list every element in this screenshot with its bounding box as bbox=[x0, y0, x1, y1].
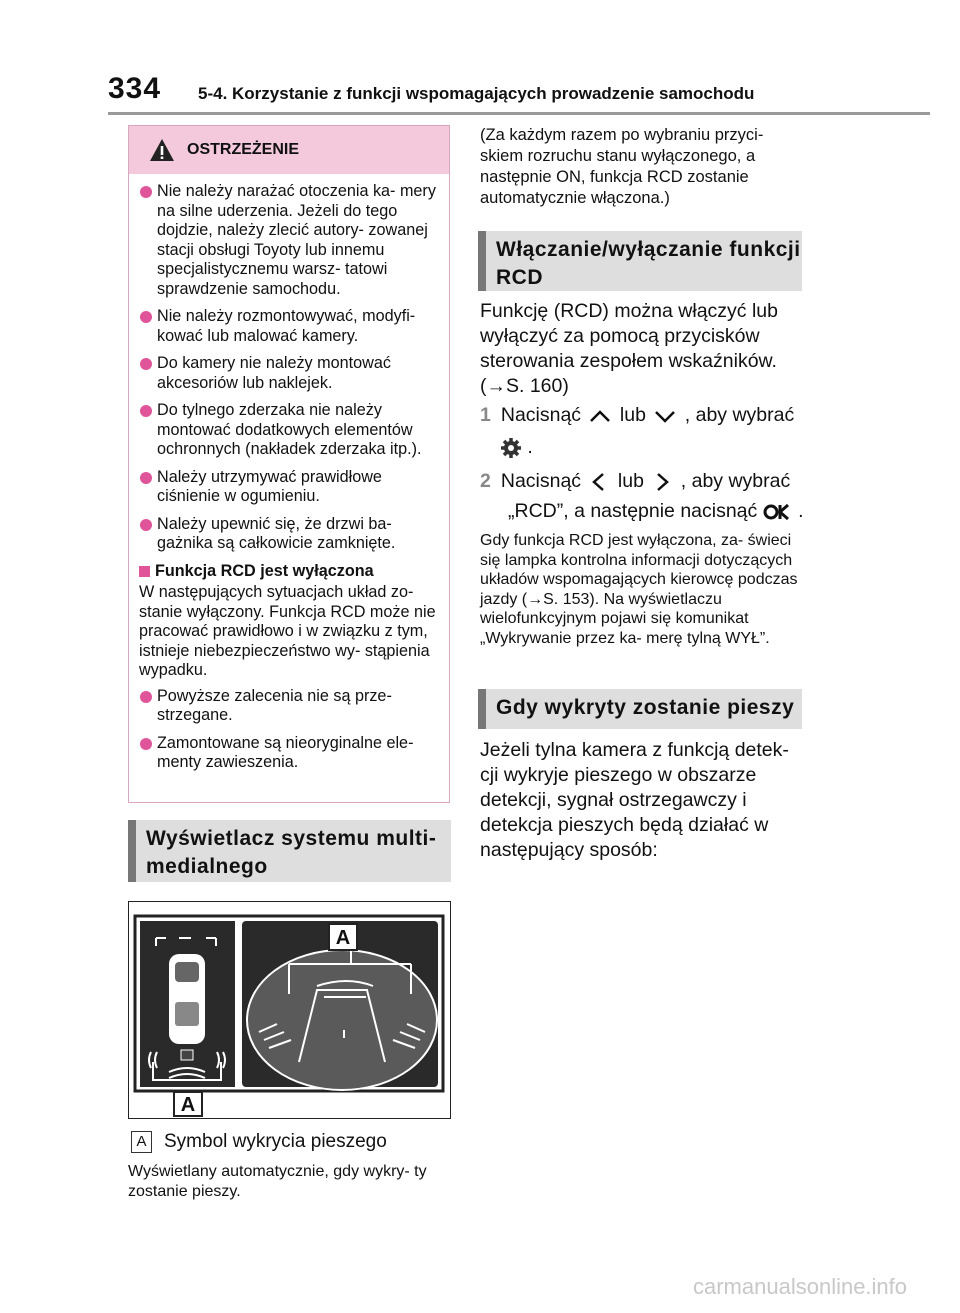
step-2: 2 Nacisnąć lub , aby wybrać bbox=[480, 470, 791, 492]
warning-bullet: Należy utrzymywać prawidłowe ciśnienie w ogumieniu. bbox=[139, 468, 441, 507]
figure-legend bbox=[131, 1131, 387, 1153]
warning-header bbox=[129, 126, 449, 174]
chevron-right-icon bbox=[649, 471, 675, 493]
rcd-toggle-text: Funkcję (RCD) można włączyć lub wyłączyć za pomocą przycisków sterowania zespołem wskaźników. (→S. 160) bbox=[480, 300, 778, 397]
gear-icon bbox=[500, 437, 522, 459]
bullet-icon bbox=[140, 358, 152, 370]
step-number: 2 bbox=[480, 470, 491, 492]
callout-label-top: A bbox=[335, 927, 351, 949]
page-header bbox=[0, 0, 960, 115]
warning-subheading: Funkcja RCD jest wyłączona bbox=[139, 562, 441, 582]
watermark: carmanualsonline.info bbox=[693, 1274, 908, 1299]
section-heading-multimedia: Wyświetlacz systemu multi- medialnego bbox=[128, 820, 451, 882]
header-rule bbox=[108, 112, 930, 115]
bullet-icon bbox=[140, 691, 152, 703]
warning-body bbox=[129, 174, 449, 773]
warning-title: OSTRZEŻENIE bbox=[187, 141, 300, 158]
section-heading-pedestrian: Gdy wykryty zostanie pieszy bbox=[478, 689, 802, 729]
chevron-left-icon bbox=[586, 471, 612, 493]
warning-box bbox=[128, 125, 450, 803]
camera-display-illustration bbox=[129, 902, 450, 1118]
bullet-icon bbox=[140, 738, 152, 750]
step-number: 1 bbox=[480, 404, 491, 426]
warning-bullet: Należy upewnić się, że drzwi ba- gażnika są całkowicie zamknięte. bbox=[139, 515, 441, 554]
camera-display-figure bbox=[128, 901, 451, 1119]
step-1: 1 Nacisnąć lub , aby wybrać bbox=[480, 404, 795, 426]
step-2-line2: „RCD”, a następnie nacisnąć . bbox=[508, 500, 804, 522]
legend-text: Symbol wykrycia pieszego bbox=[164, 1131, 387, 1152]
rcd-off-note: Gdy funkcja RCD jest wyłączona, za- świeci się lampka kontrolna informacji dotyczących układów wspomagających kierowcę podczas jazdy (→S. 153). Na wyświetlaczu wielofunkcyjnym pojawi się komunikat „Wykrywanie przez ka- merę tylną WYŁ”. bbox=[480, 532, 798, 647]
callout-label-bottom: A bbox=[180, 1094, 196, 1116]
warning-paragraph: W następujących sytuacjach układ zo- stanie wyłączony. Funkcja RCD może nie pracować prawidłowo i w związku z tym, istnieje niebezpieczeństwo wy- stąpienia wypadku. bbox=[139, 583, 436, 679]
warning-bullet: Do kamery nie należy montować akcesoriów lub naklejek. bbox=[139, 354, 441, 393]
rcd-intro-note: (Za każdym razem po wybraniu przyci- skiem rozruchu stanu wyłączonego, a następnie ON, funkcja RCD zostanie automatycznie włączona.) bbox=[480, 126, 764, 207]
legend-note: Wyświetlany automatycznie, gdy wykry- ty zostanie pieszy. bbox=[128, 1163, 427, 1200]
legend-key: A bbox=[131, 1131, 152, 1153]
warning-bullet: Powyższe zalecenia nie są prze- strzegane. bbox=[139, 687, 441, 726]
bullet-icon bbox=[140, 405, 152, 417]
chevron-down-icon bbox=[651, 407, 679, 425]
ok-button-icon bbox=[763, 502, 793, 522]
page-number: 334 bbox=[108, 72, 162, 105]
pedestrian-text: Jeżeli tylna kamera z funkcją detek- cji wykryje pieszego w obszarze detekcji, sygnał ostrzegawczy i detekcja pieszych będą działać w następujący sposób: bbox=[480, 739, 789, 861]
bullet-icon bbox=[140, 311, 152, 323]
warning-bullet: Do tylnego zderzaka nie należy montować dodatkowych elementów ochronnych (nakładek zderzaka itp.). bbox=[139, 401, 441, 460]
warning-bullet: Nie należy narażać otoczenia ka- mery na silne uderzenia. Jeżeli do tego dojdzie, należy zlecić autory- zowanej stacji obsługi Toyoty lub innemu specjalistycznemu warsz- tatowi sprawdzenie samochodu. bbox=[139, 182, 441, 299]
warning-bullet: Nie należy rozmontowywać, modyfi- kować lub malować kamery. bbox=[139, 307, 441, 346]
warning-triangle-icon bbox=[149, 138, 175, 162]
bullet-icon bbox=[140, 472, 152, 484]
chapter-title: 5-4. Korzystanie z funkcji wspomagających prowadzenie samochodu bbox=[198, 84, 755, 103]
chevron-up-icon bbox=[586, 407, 614, 425]
warning-bullet: Zamontowane są nieoryginalne ele- menty zawieszenia. bbox=[139, 734, 441, 773]
bullet-icon bbox=[140, 186, 152, 198]
step-1-target: . bbox=[500, 436, 533, 459]
square-bullet-icon bbox=[139, 566, 150, 577]
bullet-icon bbox=[140, 519, 152, 531]
section-heading-rcd-toggle: Włączanie/wyłączanie funkcji RCD bbox=[478, 231, 802, 291]
